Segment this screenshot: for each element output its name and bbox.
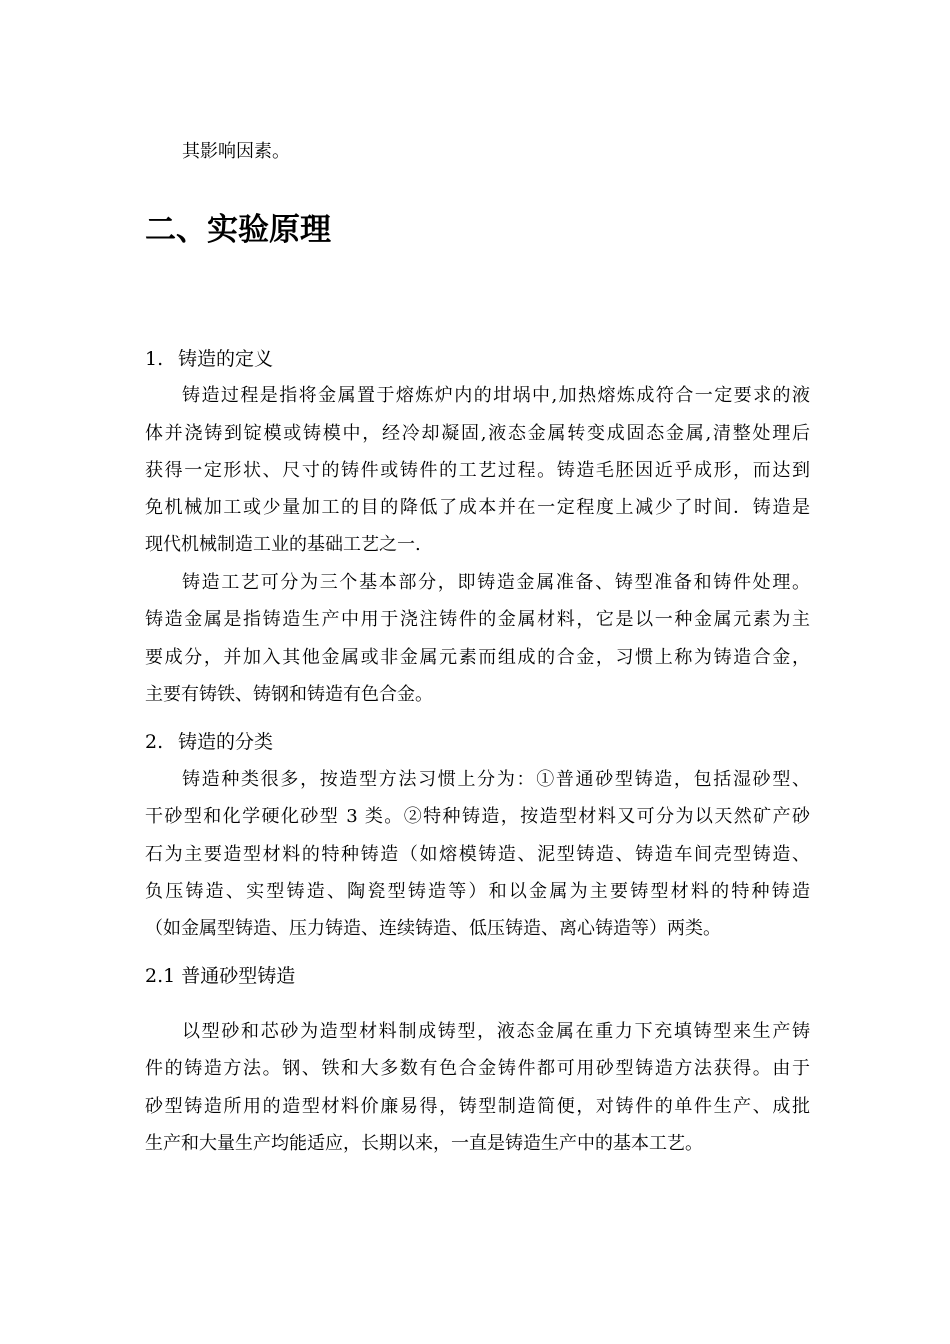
text-line: 干砂型和化学硬化砂型 3 类。②特种铸造，按造型材料又可分为以天然矿产砂: [145, 806, 810, 827]
subsection-title: 铸造的分类: [178, 731, 274, 753]
paragraph-fragment: 其影响因素。: [182, 141, 290, 162]
subsection-number: 1.: [145, 348, 164, 370]
text-line: 铸造金属是指铸造生产中用于浇注铸件的金属材料，它是以一种金属元素为主: [145, 609, 810, 630]
text-line: 砂型铸造所用的造型材料价廉易得，铸型制造简便，对铸件的单件生产、成批: [145, 1096, 810, 1117]
subsection-heading-1: [145, 346, 273, 372]
subsection-title: 铸造的定义: [178, 348, 274, 370]
text-line: 铸造工艺可分为三个基本部分，即铸造金属准备、铸型准备和铸件处理。: [182, 572, 810, 593]
subsection-heading-2: [145, 729, 273, 755]
text-line: 铸造过程是指将金属置于熔炼炉内的坩埚中,加热熔炼成符合一定要求的液: [182, 385, 810, 406]
text-line: 负压铸造、实型铸造、陶瓷型铸造等）和以金属为主要铸型材料的特种铸造: [145, 881, 810, 902]
subsection-number: 2.: [145, 731, 164, 753]
text-line: 主要有铸铁、铸钢和铸造有色合金。: [145, 684, 433, 705]
subsection-heading-2-1: 2.1 普通砂型铸造: [145, 965, 296, 987]
text-line: （如金属型铸造、压力铸造、连续铸造、低压铸造、离心铸造等）两类。: [145, 918, 721, 939]
text-line: 体并浇铸到锭模或铸模中，经冷却凝固,液态金属转变成固态金属,清整处理后: [145, 423, 810, 444]
text-line: 件的铸造方法。钢、铁和大多数有色合金铸件都可用砂型铸造方法获得。由于: [145, 1058, 810, 1079]
section-heading: 二、实验原理: [145, 212, 331, 248]
text-line: 石为主要造型材料的特种铸造（如熔模铸造、泥型铸造、铸造车间壳型铸造、: [145, 844, 810, 865]
text-line: 现代机械制造工业的基础工艺之一.: [145, 534, 421, 555]
text-line: 生产和大量生产均能适应，长期以来，一直是铸造生产中的基本工艺。: [145, 1133, 703, 1154]
text-line: 获得一定形状、尺寸的铸件或铸件的工艺过程。铸造毛胚因近乎成形，而达到: [145, 460, 810, 481]
text-line: 要成分，并加入其他金属或非金属元素而组成的合金，习惯上称为铸造合金，: [145, 647, 810, 668]
text-line: 以型砂和芯砂为造型材料制成铸型，液态金属在重力下充填铸型来生产铸: [182, 1021, 810, 1042]
text-line: 铸造种类很多，按造型方法习惯上分为：①普通砂型铸造，包括湿砂型、: [182, 769, 810, 790]
text-line: 免机械加工或少量加工的目的降低了成本并在一定程度上减少了时间．铸造是: [145, 497, 810, 518]
